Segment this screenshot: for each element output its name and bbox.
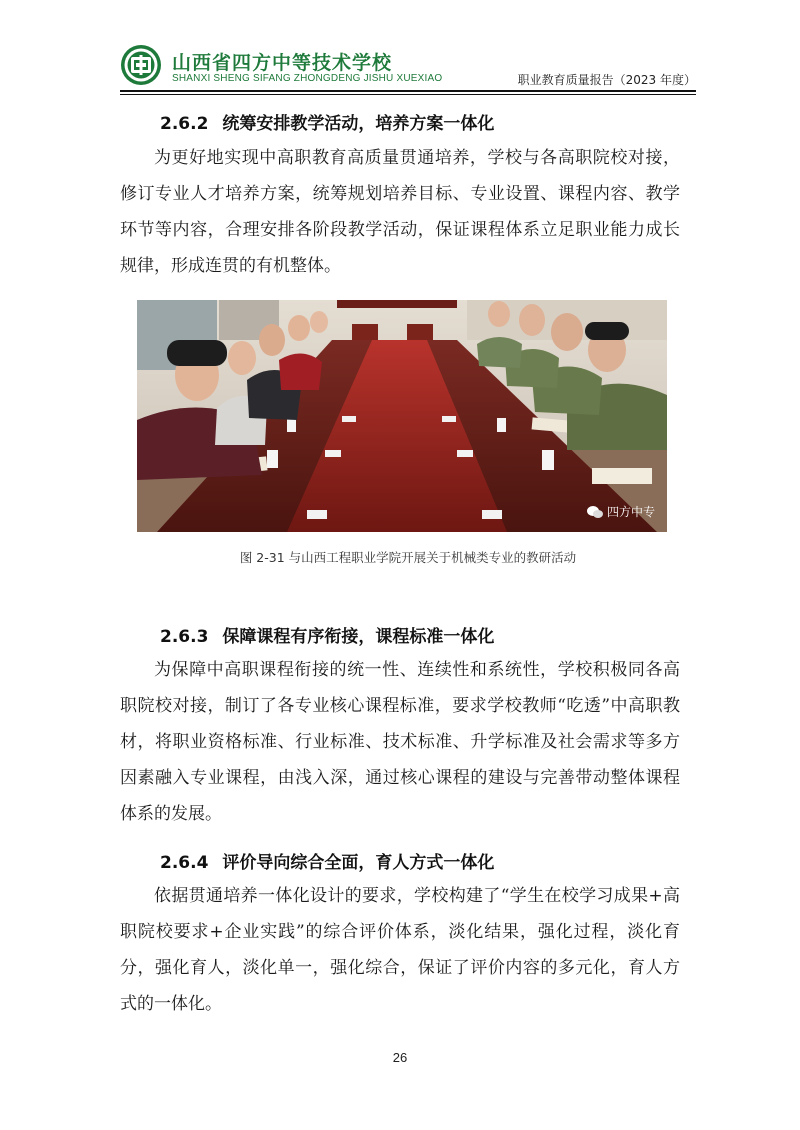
figure-caption: 图 2-31 与山西工程职业学院开展关于机械类专业的教研活动 (239, 550, 577, 565)
section-number: 2.6.3 (160, 627, 209, 647)
section-title: 保障课程有序衔接，课程标准一体化 (222, 627, 495, 647)
school-logo-icon (120, 44, 162, 86)
section-paragraph-2-6-4: 依据贯通培养一体化设计的要求，学校构建了“学生在校学习成果+高职院校要求+企业实践”的综合评价体系，淡化结果，强化过程，淡化育分，强化育人，淡化单一，强化综合，保证了评价内容的多元化，育人方式的一体化。 (120, 886, 680, 1014)
section-heading-2-6-3 (160, 622, 494, 647)
meeting-photo (137, 300, 667, 532)
page-number: 26 (392, 1050, 408, 1065)
header-divider-thin (120, 94, 696, 95)
watermark-text: 四方中专 (606, 505, 655, 519)
section-heading-2-6-4 (160, 848, 494, 873)
section-paragraph-2-6-2: 为更好地实现中高职教育高质量贯通培养，学校与各高职院校对接，修订专业人才培养方案，统筹规划培养目标、专业设置、课程内容、教学环节等内容，合理安排各阶段教学活动，保证课程体系立足职业能力成长规律，形成连贯的有机整体。 (120, 148, 680, 276)
meeting-photo-illustration (137, 300, 667, 532)
section-paragraph-2-6-3: 为保障中高职课程衔接的统一性、连续性和系统性，学校积极同各高职院校对接，制订了各专业核心课程标准，要求学校教师“吃透”中高职教材，将职业资格标准、行业标准、技术标准、升学标准及社会需求等多方因素融入专业课程，由浅入深，通过核心课程的建设与完善带动整体课程体系的发展。 (120, 660, 680, 824)
section-title: 统筹安排教学活动，培养方案一体化 (222, 114, 495, 134)
section-number: 2.6.2 (160, 114, 209, 134)
wechat-icon (587, 505, 603, 519)
section-title: 评价导向综合全面，育人方式一体化 (222, 853, 495, 873)
page-header (120, 44, 696, 90)
school-name-pinyin: SHANXI SHENG SIFANG ZHONGDENG JISHU XUEXIAO (172, 73, 443, 84)
header-divider (120, 90, 696, 92)
section-heading-2-6-2 (160, 109, 494, 134)
school-name: 山西省四方中等技术学校 (172, 52, 393, 74)
photo-watermark (587, 503, 655, 520)
report-title: 职业教育质量报告（2023 年度） (517, 73, 696, 87)
section-number: 2.6.4 (160, 853, 209, 873)
